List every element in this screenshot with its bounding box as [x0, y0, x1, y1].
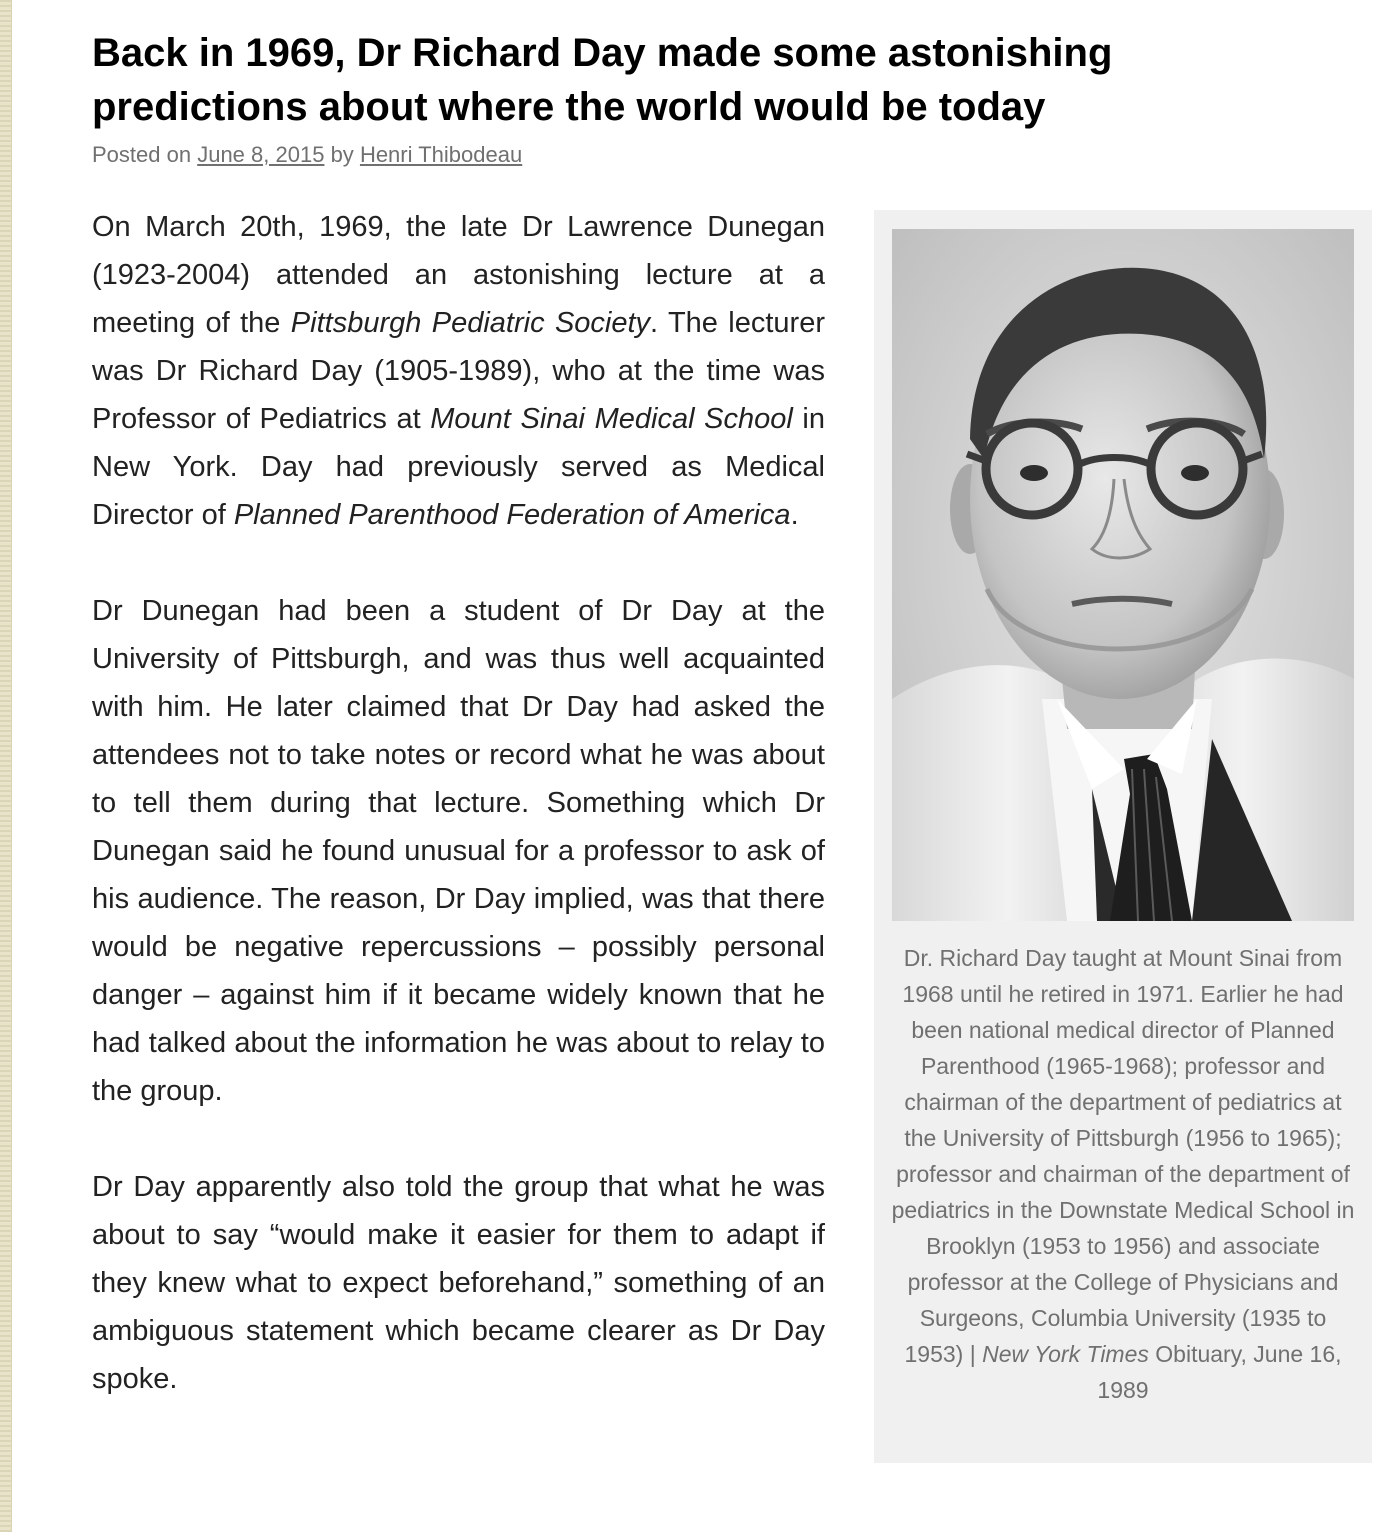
portrait-photo-icon — [892, 229, 1354, 921]
author-link[interactable]: Henri Thibodeau — [359, 142, 523, 167]
caption-source: New York Times — [982, 1341, 1149, 1367]
post-meta — [92, 141, 522, 169]
paragraph-1 — [92, 203, 825, 539]
paragraph-2: Dr Dunegan had been a student of Dr Day at the University of Pittsburgh, and was thus well acquainted with him. He later claimed that Dr Day had asked the attendees not to take notes or record what he was about to tell them during that lecture. Something which Dr Dunegan said he found unusual for a professor to ask of his audience. The reason, Dr Day implied, was that there would be negative repercussions – possibly personal danger – against him if it became widely known that he had talked about the information he was about to relay to the group. — [92, 595, 825, 1107]
by-label: by — [330, 142, 354, 167]
paragraph-3: Dr Day apparently also told the group that what he was about to say “would make it easier for them to adapt if they knew what to expect beforehand,” something of an ambiguous statement which became clearer as Dr Day spoke. — [92, 1171, 825, 1395]
caption-end: Obituary, June 16, 1989 — [1097, 1341, 1342, 1403]
page-edge-texture — [0, 0, 12, 1532]
post-date-link[interactable]: June 8, 2015 — [197, 142, 325, 167]
photo-figure — [874, 210, 1372, 1463]
article-body — [92, 203, 825, 1451]
society-name: Pittsburgh Pediatric Society — [290, 307, 651, 339]
article-title: Back in 1969, Dr Richard Day made some astonishing predictions about where the world would be today — [92, 31, 1113, 129]
posted-on-label: Posted on — [92, 142, 192, 167]
paragraph-1-part-c: in New York. Day had previously served as Medical Director of — [92, 403, 825, 531]
paragraph-1-part-a: On March 20th, 1969, the late Dr Lawrence Dunegan (1923-2004) attended an astonishing lecture at a meeting of the — [92, 211, 825, 339]
photo-caption — [888, 940, 1358, 1408]
paragraph-1-part-b: . The lecturer was Dr Richard Day (1905-1989), who at the time was Professor of Pediatrics at — [92, 307, 825, 435]
caption-text: Dr. Richard Day taught at Mount Sinai from 1968 until he retired in 1971. Earlier he had been national medical director of Planned Parenthood (1965-1968); professor and chairman of the department of pediatrics at the University of Pittsburgh (1956 to 1965); professor and chairman of the department of pediatrics in the Downstate Medical School in Brooklyn (1953 to 1956) and associate professor at the College of Physicians and Surgeons, Columbia University (1935 to 1953) | — [891, 945, 1355, 1367]
paragraph-1-part-d: . — [790, 499, 799, 531]
federation-name: Planned Parenthood Federation of America — [233, 499, 791, 531]
school-name: Mount Sinai Medical School — [430, 403, 793, 435]
